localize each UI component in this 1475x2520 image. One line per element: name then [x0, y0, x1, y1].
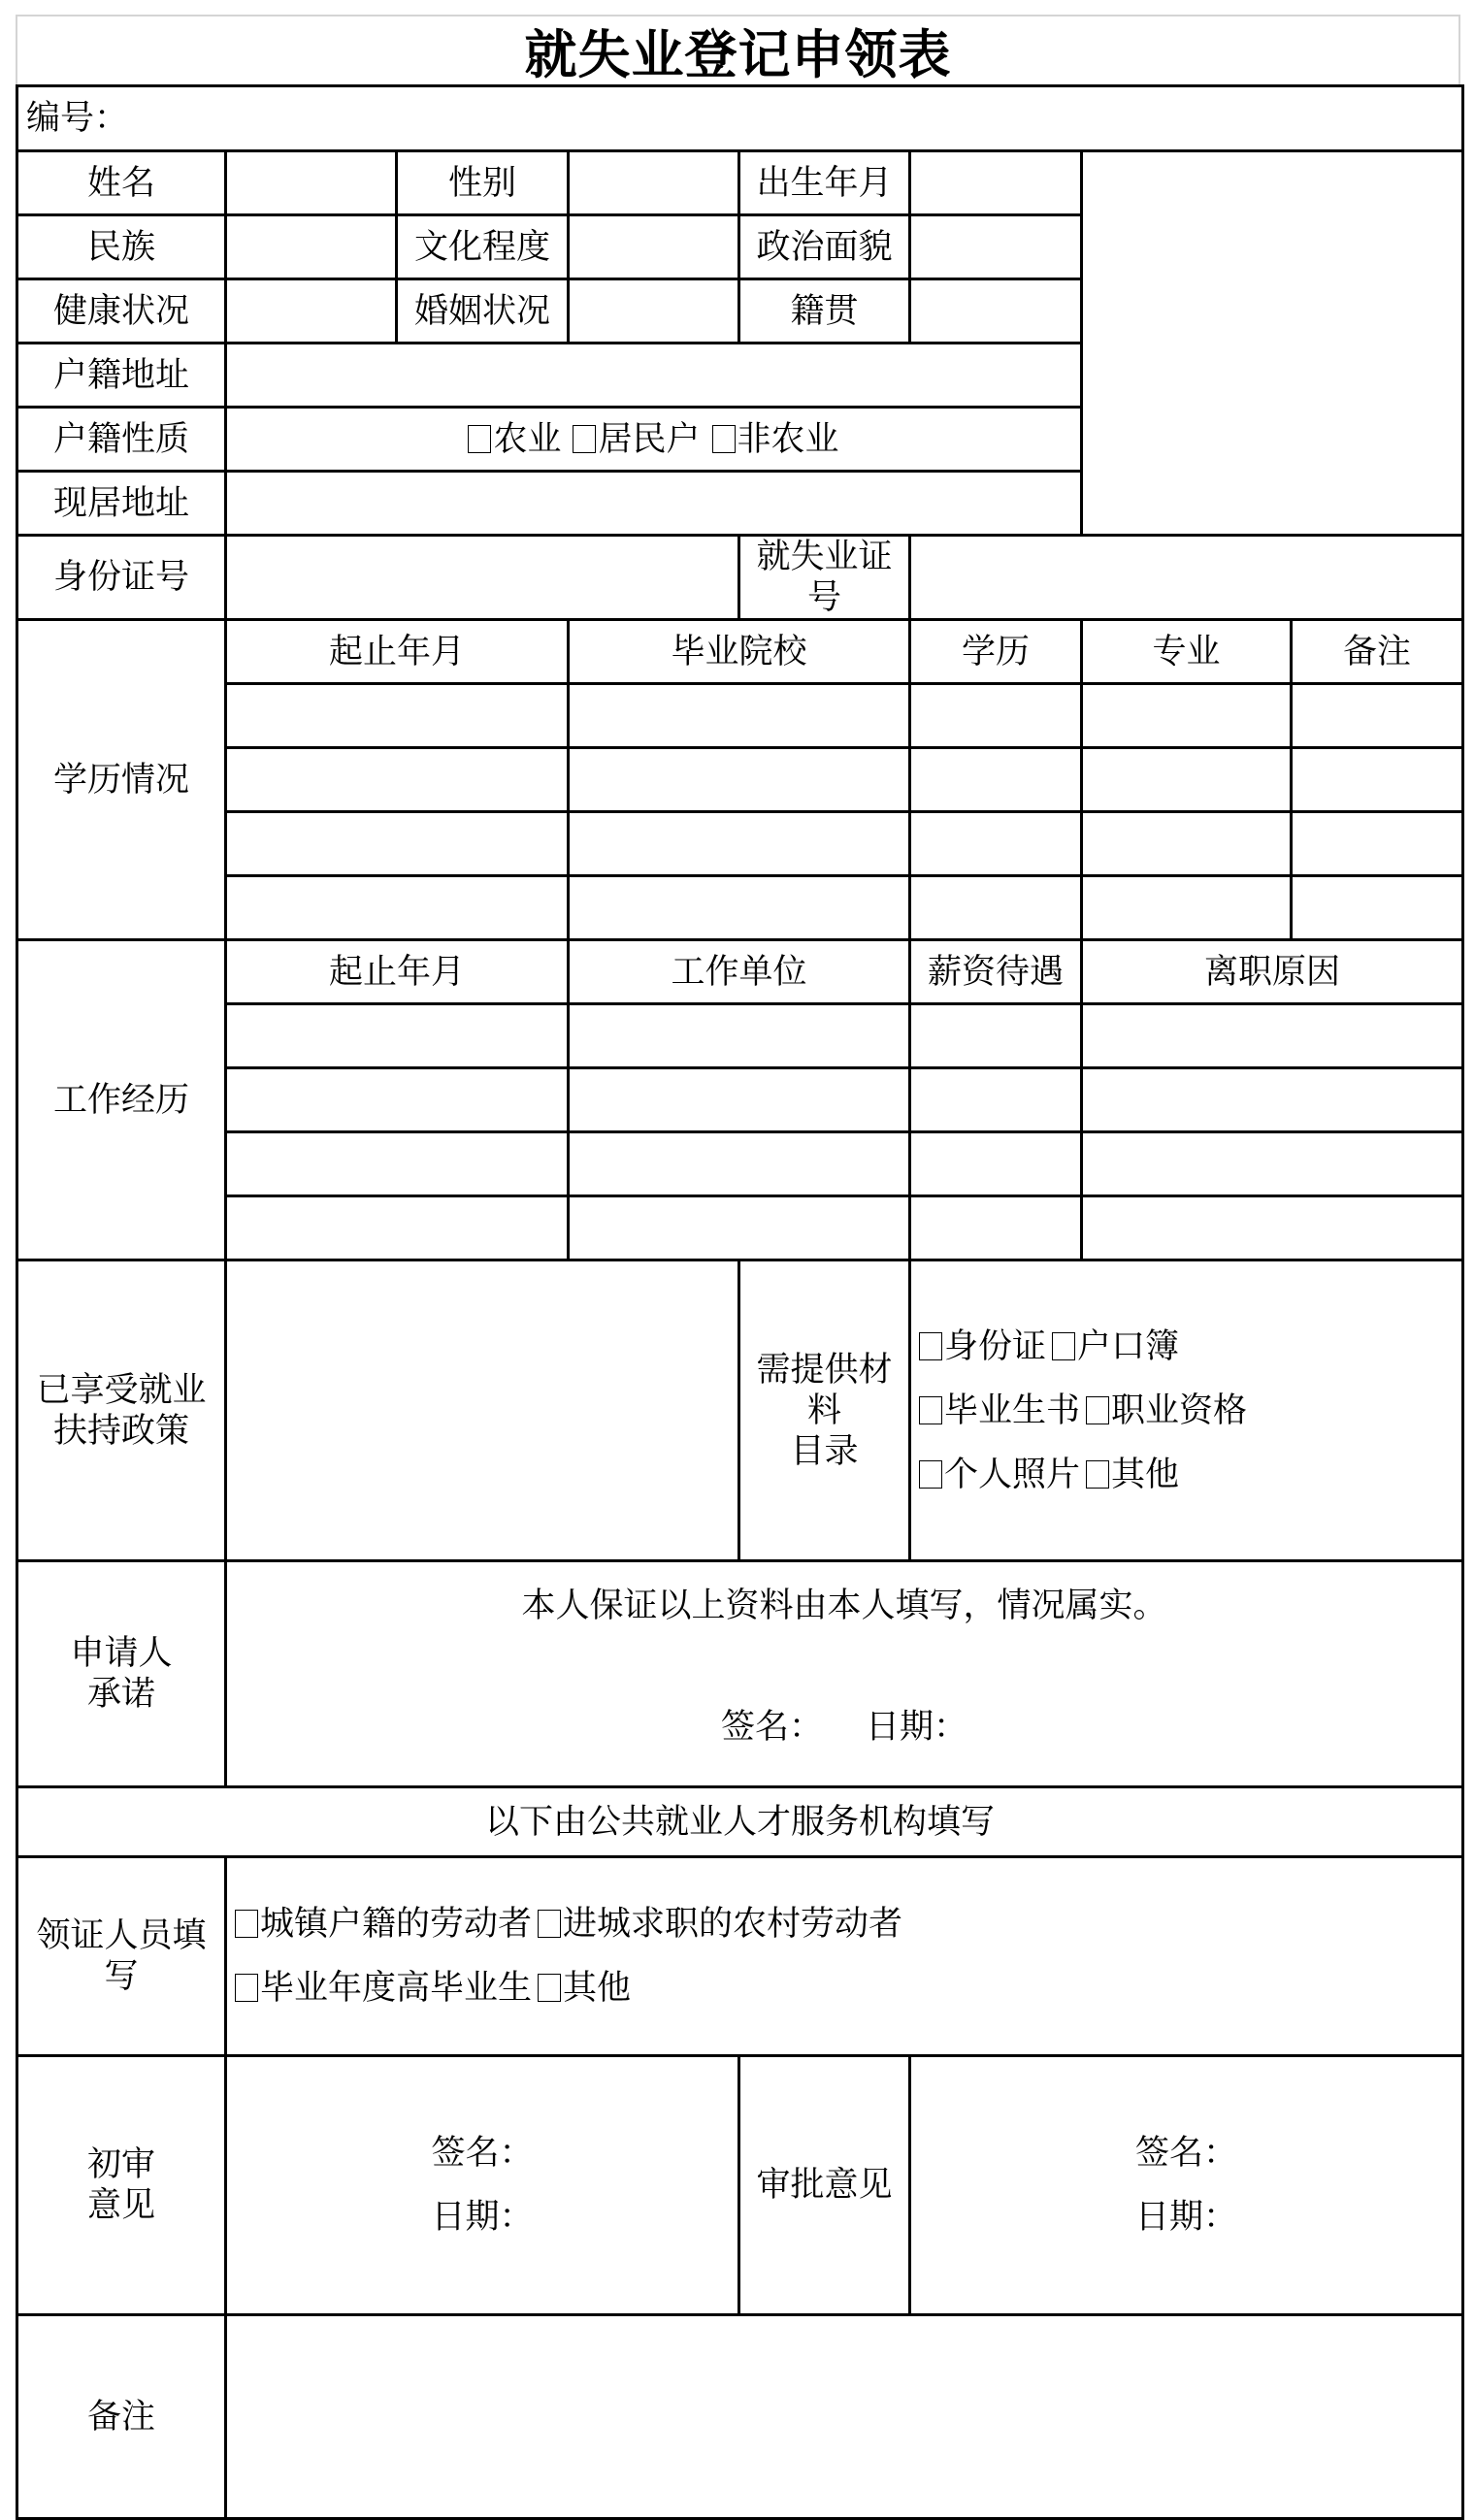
education-row — [17, 748, 1463, 812]
edu-degree-field[interactable] — [910, 876, 1082, 940]
edu-major-field[interactable] — [1082, 812, 1292, 876]
edu-header-degree: 学历 — [910, 620, 1082, 684]
edu-notes-field[interactable] — [1292, 812, 1463, 876]
checkbox-icon[interactable] — [538, 1974, 561, 2002]
checkbox-icon[interactable] — [1052, 1332, 1075, 1360]
initial-review-field[interactable] — [226, 2056, 739, 2315]
edu-header-school: 毕业院校 — [569, 620, 910, 684]
pledge-label: 申请人 承诺 — [17, 1561, 226, 1787]
ethnicity-label: 民族 — [17, 215, 226, 279]
work-header-employer: 工作单位 — [569, 940, 910, 1004]
current-address-label: 现居地址 — [17, 472, 226, 536]
recipient-type-options — [226, 1857, 1463, 2056]
current-address-field[interactable] — [226, 472, 1082, 536]
political-label: 政治面貌 — [739, 215, 910, 279]
edu-header-period: 起止年月 — [226, 620, 569, 684]
work-period-field[interactable] — [226, 1004, 569, 1068]
edu-school-field[interactable] — [569, 876, 910, 940]
material-option-hukou-book[interactable]: 户口簿 — [1052, 1327, 1179, 1366]
approval-sign-label: 签名： — [1135, 2134, 1238, 2173]
work-salary-field[interactable] — [910, 1132, 1082, 1196]
serial-number-field[interactable] — [17, 86, 1463, 151]
health-label: 健康状况 — [17, 279, 226, 344]
education-level-field[interactable] — [569, 215, 739, 279]
political-field[interactable] — [910, 215, 1082, 279]
work-salary-field[interactable] — [910, 1068, 1082, 1132]
work-employer-field[interactable] — [569, 1132, 910, 1196]
work-header-salary: 薪资待遇 — [910, 940, 1082, 1004]
edu-period-field[interactable] — [226, 876, 569, 940]
edu-period-field[interactable] — [226, 684, 569, 748]
checkbox-icon[interactable] — [235, 1974, 258, 2002]
pledge-date-label[interactable]: 日期： — [866, 1708, 968, 1747]
work-row — [17, 1068, 1463, 1132]
material-option-graduate-cert[interactable]: 毕业生书 — [919, 1391, 1080, 1430]
education-level-label: 文化程度 — [397, 215, 569, 279]
edu-major-field[interactable] — [1082, 684, 1292, 748]
pledge-statement: 本人保证以上资料由本人填写，情况属实。 — [521, 1587, 1167, 1625]
materials-options — [910, 1260, 1463, 1561]
initial-review-date-label: 日期： — [431, 2198, 534, 2237]
approval-date-label: 日期： — [1135, 2198, 1238, 2237]
photo-area[interactable] — [1082, 151, 1463, 536]
approval-field[interactable] — [910, 2056, 1463, 2315]
material-option-photo[interactable]: 个人照片 — [919, 1456, 1080, 1494]
health-field[interactable] — [226, 279, 397, 344]
native-place-label: 籍贯 — [739, 279, 910, 344]
hukou-address-label: 户籍地址 — [17, 344, 226, 408]
ethnicity-field[interactable] — [226, 215, 397, 279]
work-row — [17, 1196, 1463, 1260]
edu-notes-field[interactable] — [1292, 876, 1463, 940]
employment-cert-label: 就失业证号 — [739, 536, 910, 620]
recipient-option-graduate[interactable]: 毕业年度高毕业生 — [235, 1969, 532, 2008]
serial-number-label: 编号： — [26, 99, 129, 138]
edu-degree-field[interactable] — [910, 684, 1082, 748]
work-header-leave-reason: 离职原因 — [1082, 940, 1463, 1004]
hukou-address-field[interactable] — [226, 344, 1082, 408]
work-leave-reason-field[interactable] — [1082, 1004, 1463, 1068]
remarks-field[interactable] — [226, 2315, 1463, 2519]
hukou-type-option-resident[interactable]: 居民户 — [573, 420, 700, 459]
education-row — [17, 812, 1463, 876]
id-number-label: 身份证号 — [17, 536, 226, 620]
edu-header-notes: 备注 — [1292, 620, 1463, 684]
form-title: 就失业登记申领表 — [16, 15, 1460, 84]
work-employer-field[interactable] — [569, 1068, 910, 1132]
policy-field[interactable] — [226, 1260, 739, 1561]
remarks-label: 备注 — [17, 2315, 226, 2519]
material-option-qualification[interactable]: 职业资格 — [1086, 1391, 1247, 1430]
work-section-label: 工作经历 — [17, 940, 226, 1260]
gender-label: 性别 — [397, 151, 569, 215]
initial-review-sign-label: 签名： — [431, 2134, 534, 2173]
edu-school-field[interactable] — [569, 748, 910, 812]
policy-label: 已享受就业 扶持政策 — [17, 1260, 226, 1561]
work-leave-reason-field[interactable] — [1082, 1068, 1463, 1132]
marital-label: 婚姻状况 — [397, 279, 569, 344]
work-salary-field[interactable] — [910, 1196, 1082, 1260]
checkbox-icon[interactable] — [712, 425, 736, 453]
checkbox-icon[interactable] — [1086, 1460, 1109, 1489]
edu-notes-field[interactable] — [1292, 748, 1463, 812]
material-option-other[interactable]: 其他 — [1086, 1456, 1179, 1494]
id-number-field[interactable] — [226, 536, 739, 620]
recipient-option-urban[interactable]: 城镇户籍的劳动者 — [235, 1905, 532, 1944]
checkbox-icon[interactable] — [919, 1460, 942, 1489]
work-period-field[interactable] — [226, 1132, 569, 1196]
name-label: 姓名 — [17, 151, 226, 215]
marital-field[interactable] — [569, 279, 739, 344]
edu-school-field[interactable] — [569, 812, 910, 876]
work-period-field[interactable] — [226, 1196, 569, 1260]
checkbox-icon[interactable] — [573, 425, 596, 453]
checkbox-icon[interactable] — [1086, 1396, 1109, 1424]
hukou-type-option-agri[interactable]: 农业 — [468, 420, 561, 459]
edu-period-field[interactable] — [226, 812, 569, 876]
work-salary-field[interactable] — [910, 1004, 1082, 1068]
name-field[interactable] — [226, 151, 397, 215]
checkbox-icon[interactable] — [468, 425, 491, 453]
work-leave-reason-field[interactable] — [1082, 1196, 1463, 1260]
edu-major-field[interactable] — [1082, 876, 1292, 940]
agency-banner: 以下由公共就业人才服务机构填写 — [17, 1787, 1463, 1857]
materials-label: 需提供材料 目录 — [739, 1260, 910, 1561]
edu-period-field[interactable] — [226, 748, 569, 812]
work-employer-field[interactable] — [569, 1196, 910, 1260]
pledge-signature-line — [227, 1688, 1461, 1785]
hukou-type-options — [226, 408, 1082, 472]
checkbox-icon[interactable] — [235, 1910, 258, 1938]
hukou-type-label: 户籍性质 — [17, 408, 226, 472]
edu-degree-field[interactable] — [910, 812, 1082, 876]
edu-notes-field[interactable] — [1292, 684, 1463, 748]
edu-school-field[interactable] — [569, 684, 910, 748]
checkbox-icon[interactable] — [919, 1396, 942, 1424]
pledge-content — [226, 1561, 1463, 1787]
checkbox-icon[interactable] — [919, 1332, 942, 1360]
hukou-type-option-nonagri[interactable]: 非农业 — [712, 420, 839, 459]
birth-label: 出生年月 — [739, 151, 910, 215]
education-row — [17, 684, 1463, 748]
approval-label: 审批意见 — [739, 2056, 910, 2315]
recipient-option-other[interactable]: 其他 — [538, 1969, 631, 2008]
material-option-id-card[interactable]: 身份证 — [919, 1327, 1046, 1366]
edu-degree-field[interactable] — [910, 748, 1082, 812]
education-row — [17, 876, 1463, 940]
work-period-field[interactable] — [226, 1068, 569, 1132]
work-row — [17, 1004, 1463, 1068]
work-employer-field[interactable] — [569, 1004, 910, 1068]
pledge-sign-label[interactable]: 签名： — [720, 1708, 823, 1747]
edu-major-field[interactable] — [1082, 748, 1292, 812]
initial-review-label: 初审 意见 — [17, 2056, 226, 2315]
work-row — [17, 1132, 1463, 1196]
checkbox-icon[interactable] — [538, 1910, 561, 1938]
employment-cert-field[interactable] — [910, 536, 1463, 620]
recipient-type-label: 领证人员填 写 — [17, 1857, 226, 2056]
native-place-field[interactable] — [910, 279, 1082, 344]
form-grid — [16, 84, 1464, 2520]
education-section-label: 学历情况 — [17, 620, 226, 940]
work-header-period: 起止年月 — [226, 940, 569, 1004]
birth-field[interactable] — [910, 151, 1082, 215]
gender-field[interactable] — [569, 151, 739, 215]
work-leave-reason-field[interactable] — [1082, 1132, 1463, 1196]
recipient-option-rural-migrant[interactable]: 进城求职的农村劳动者 — [538, 1905, 902, 1944]
edu-header-major: 专业 — [1082, 620, 1292, 684]
